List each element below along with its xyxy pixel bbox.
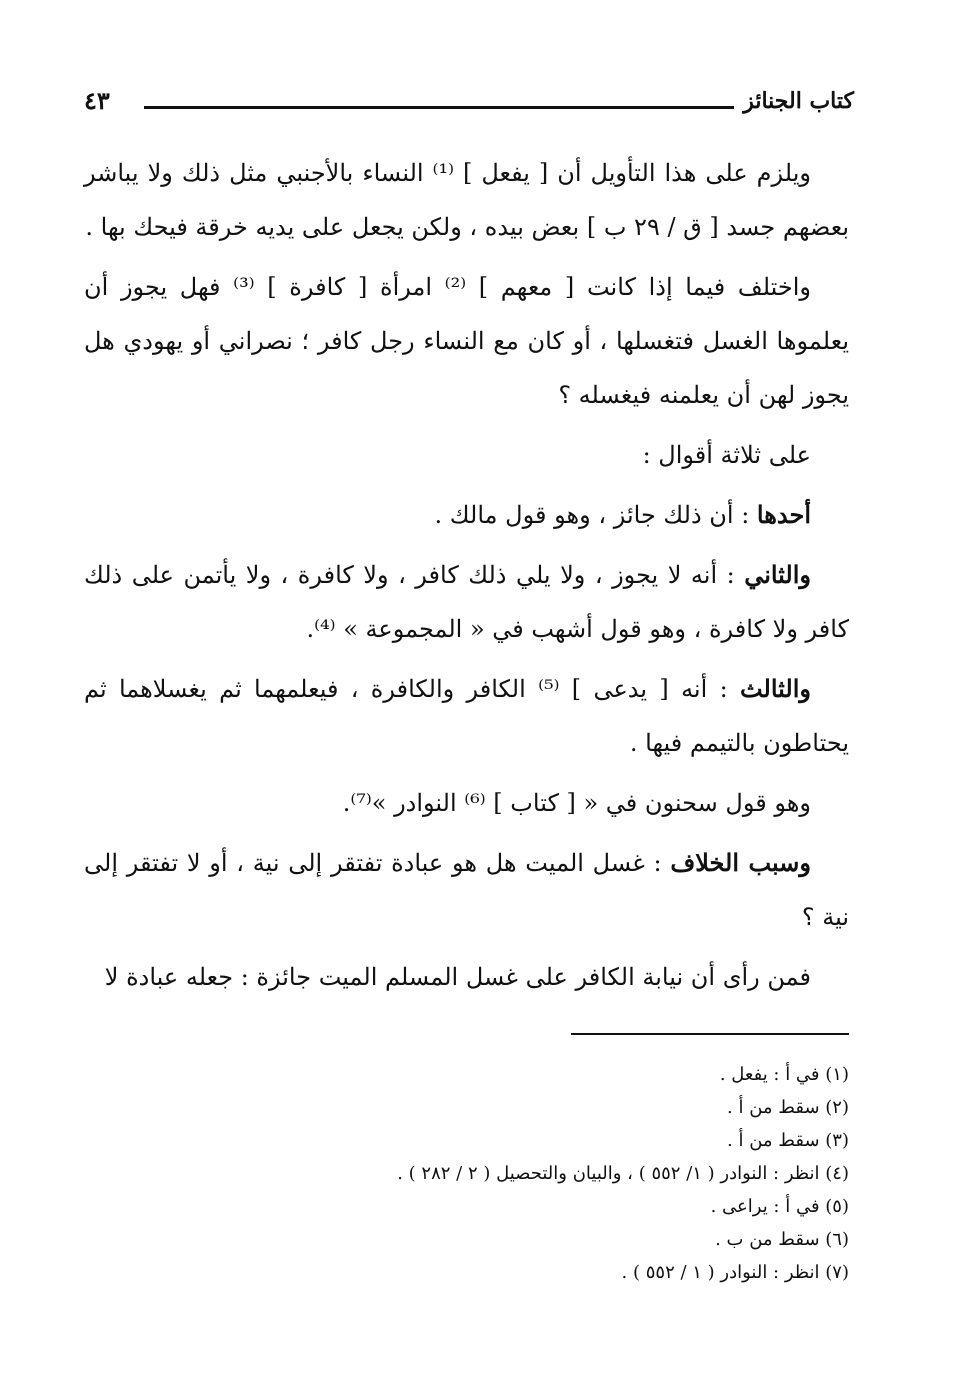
- paragraph: واختلف فيما إذا كانت [ معهم ] ⁽²⁾ امرأة [ كافرة ] ⁽³⁾ فهل يجوز أن يعلموها الغسل فتغسلها ، أو كان مع النساء رجل كافر ؛ نصراني أو يهودي هل يجوز لهن أن يعلمنه فيغسله ؟: [84, 273, 849, 409]
- page-header: [84, 86, 854, 126]
- paragraph: ويلزم على هذا التأويل أن [ يفعل ] ⁽¹⁾ النساء بالأجنبي مثل ذلك ولا يباشر بعضهم جسد [ ق / ٢٩ ب ] بعض بيده ، ولكن يجعل على يديه خرقة فيحك بها .: [84, 159, 849, 241]
- paragraph: أحدها : أن ذلك جائز ، وهو قول مالك .: [434, 500, 811, 529]
- paragraph: والثالث : أنه [ يدعى ] ⁽⁵⁾ الكافر والكافرة ، فيعلمهما ثم يغسلاهما ثم يحتاطون بالتيمم فيها .: [84, 674, 849, 757]
- footnote-separator: [571, 1033, 849, 1035]
- paragraph: فمن رأى أن نيابة الكافر على غسل المسلم الميت جائزة : جعله عبادة لا: [104, 963, 811, 991]
- footnote: (٦) سقط من ب .: [715, 1229, 849, 1250]
- page-number: ٤٣: [84, 86, 110, 115]
- paragraph-lead: أحدها: [756, 500, 811, 529]
- paragraph: وهو قول سحنون في « [ كتاب ] ⁽⁶⁾ النوادر »⁽⁷⁾.: [342, 789, 811, 817]
- paragraph: على ثلاثة أقوال :: [642, 441, 811, 469]
- footnote: (٥) في أ : يراعى .: [710, 1196, 849, 1217]
- paragraph-lead: والثاني: [744, 560, 811, 589]
- book-title: كتاب الجنائز: [743, 88, 854, 114]
- footnote: (٤) انظر : النوادر ( ١/ ٥٥٢ ) ، والبيان والتحصيل ( ٢ / ٢٨٢ ) .: [397, 1163, 849, 1184]
- footnote: (٢) سقط من أ .: [727, 1097, 849, 1118]
- paragraph-lead: وسبب الخلاف: [670, 848, 811, 877]
- footnote: (١) في أ : يفعل .: [719, 1064, 849, 1085]
- header-rule: [144, 106, 734, 109]
- paragraph: وسبب الخلاف : غسل الميت هل هو عبادة تفتقر إلى نية ، أو لا تفتقر إلى نية ؟: [84, 848, 849, 931]
- paragraph: والثاني : أنه لا يجوز ، ولا يلي ذلك كافر ، ولا كافرة ، ولا يأتمن على ذلك كافر ولا كافرة ، وهو قول أشهب في « المجموعة » ⁽⁴⁾.: [84, 560, 849, 643]
- main-text: [84, 146, 849, 1010]
- footnote: (٣) سقط من أ .: [727, 1130, 849, 1151]
- footnote: (٧) انظر : النوادر ( ١ / ٥٥٢ ) .: [621, 1262, 849, 1283]
- paragraph-lead: والثالث: [739, 674, 811, 703]
- footnotes: [249, 1058, 849, 1289]
